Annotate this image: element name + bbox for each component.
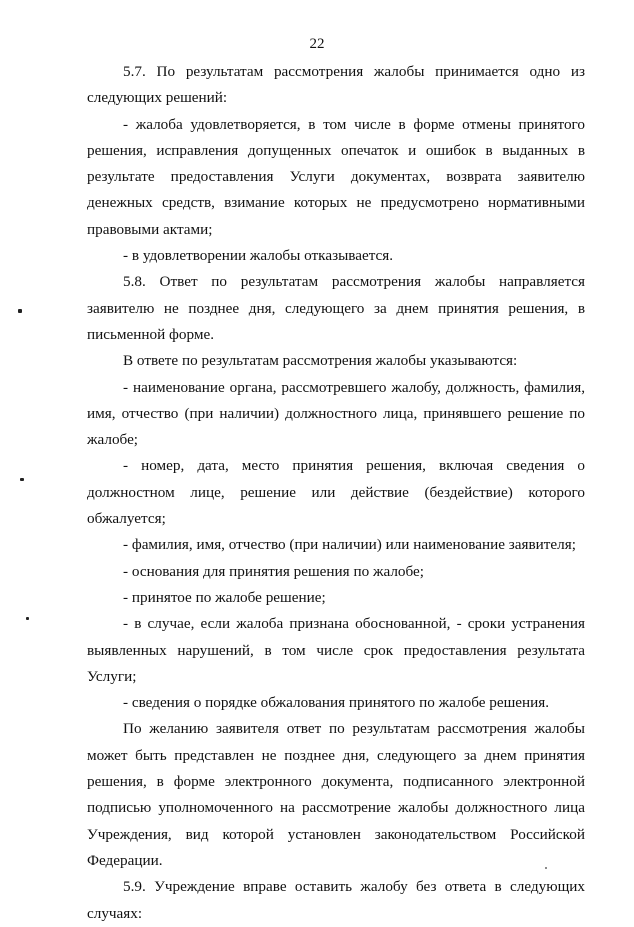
response-item-decision: - принятое по жалобе решение; [123,588,326,606]
clause-5-7-paragraph: 5.7. По результатам рассмотрения жалобы принимается одно из следующих решений: [87,63,585,107]
electronic-response-paragraph: По желанию заявителя ответ по результатам рассмотрения жалобы может быть представлен не позднее дня, следующего за днем принятия решения, в форме электронного документа, подписанного электронной подписью уполномоченного на рассмотрение жалобы должностного лица Учреждения, вид которой установлен законодательством Российской Федерации. [87,720,585,869]
response-contents-intro: В ответе по результатам рассмотрения жалобы указываются: [123,352,518,370]
clause-5-8-paragraph: 5.8. Ответ по результатам рассмотрения жалобы направляется заявителю не позднее дня, следующего за днем принятия решения, в письменной форме. [87,273,585,343]
response-item-decision-details: - номер, дата, место принятия решения, включая сведения о должностном лице, решение или действие (бездействие) которого обжалуется; [87,457,585,528]
decision-refused-item: - в удовлетворении жалобы отказывается. [123,247,394,265]
scan-mark [18,309,22,313]
clause-5-9-paragraph: 5.9. Учреждение вправе оставить жалобу без ответа в следующих случаях: [87,878,585,922]
response-item-appeal-procedure: - сведения о порядке обжалования принятого по жалобе решения. [123,694,550,712]
scan-mark [20,478,24,481]
response-item-remedy-deadlines: - в случае, если жалоба признана обоснованной, - сроки устранения выявленных нарушений, в том числе срок предоставления результата Услуги; [87,615,585,685]
response-item-applicant: - фамилия, имя, отчество (при наличии) или наименование заявителя; [123,536,576,554]
page-body [87,59,585,927]
page-number: 22 [309,36,325,52]
decision-satisfied-item: - жалоба удовлетворяется, в том числе в форме отмены принятого решения, исправления допущенных опечаток и ошибок в выданных в результате предоставления Услуги документах, возврата заявителю денежных средств, взимание которых не предусмотрено нормативными правовыми актами; [87,115,585,238]
response-item-authority: - наименование органа, рассмотревшего жалобу, должность, фамилия, имя, отчество (при наличии) должностного лица, принявшего решение по жалобе; [87,378,585,449]
scan-mark [545,867,547,869]
scan-mark [26,617,29,620]
response-item-grounds: - основания для принятия решения по жалобе; [123,562,424,580]
